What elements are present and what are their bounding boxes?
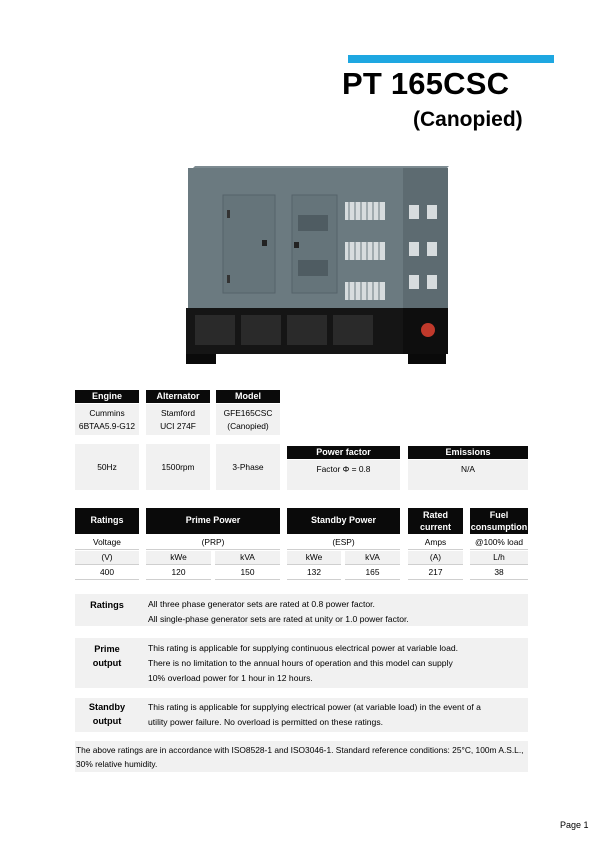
- prime-power-header: Prime Power: [146, 508, 280, 534]
- emissions-header: Emissions: [408, 446, 528, 459]
- canopied-generator-set-image: [183, 160, 453, 370]
- amps-label: Amps: [408, 536, 463, 550]
- speed-cell: 1500rpm: [146, 444, 210, 490]
- ratings-note-line: All single-phase generator sets are rated at unity or 1.0 power factor.: [148, 614, 409, 625]
- prime-note-line: This rating is applicable for supplying continuous electrical power at variable load.: [148, 643, 459, 653]
- ratings-note-line: All three phase generator sets are rated at 0.8 power factor.: [148, 599, 375, 609]
- standards-note-line1: The above ratings are in accordance with ISO8528-1 and ISO3046-1. Standard reference conditions: 25°C, 100m A.S.L.,: [76, 745, 524, 755]
- fuel-load-label: @100% load: [470, 536, 528, 550]
- page-number: Page 1: [560, 820, 589, 830]
- engine-model: 6BTAA5.9-G12: [78, 420, 136, 431]
- ratings-note-text: [148, 597, 528, 627]
- standby-kwe-value: 132: [287, 566, 341, 580]
- model-variant: (Canopied): [227, 420, 269, 431]
- amps-value: 217: [408, 566, 463, 580]
- standby-note-text: [148, 700, 528, 730]
- voltage-unit: (V): [75, 551, 139, 565]
- fuel-consumption-header: [470, 508, 528, 534]
- prp-label: (PRP): [146, 536, 280, 550]
- prime-note-text: [148, 641, 528, 686]
- standby-kva-value: 165: [345, 566, 400, 580]
- model-code: GFE165CSC: [223, 408, 273, 419]
- standby-power-header: Standby Power: [287, 508, 400, 534]
- prime-note-line: 10% overload power for 1 hour in 12 hours.: [148, 673, 313, 684]
- standby-output-label: [75, 700, 139, 729]
- alternator-model: UCI 274F: [160, 420, 196, 431]
- fuel-unit: L/h: [470, 551, 528, 565]
- fuel-header-line2: consumption: [470, 522, 528, 532]
- prime-note-line: There is no limitation to the annual hours of operation and this model can supply: [148, 658, 453, 669]
- ratings-note-label: Ratings: [90, 600, 124, 610]
- engine-cell: [75, 404, 139, 435]
- standby-output-label-line1: Standby: [88, 702, 126, 712]
- standby-kwe-unit: kWe: [287, 551, 341, 565]
- alternator-maker: Stamford: [161, 408, 195, 419]
- amps-unit: (A): [408, 551, 463, 565]
- standby-note-line: utility power failure. No overload is permitted on these ratings.: [148, 717, 384, 728]
- frequency-cell: 50Hz: [75, 444, 139, 490]
- rated-current-header: [408, 508, 463, 534]
- standby-note-line: This rating is applicable for supplying electrical power (at variable load) in the event of a: [148, 702, 481, 712]
- standards-note: [76, 744, 536, 772]
- fuel-value: 38: [470, 566, 528, 580]
- prime-output-label-line1: Prime: [94, 644, 120, 654]
- power-factor-header: Power factor: [287, 446, 400, 459]
- prime-output-label: [75, 642, 139, 671]
- alternator-cell: [146, 404, 210, 435]
- accent-bar: [348, 55, 554, 63]
- standby-kva-unit: kVA: [345, 551, 400, 565]
- voltage-label: Voltage: [75, 536, 139, 550]
- rated-current-header-line2: current: [419, 522, 451, 532]
- page-title: PT 165CSC: [342, 66, 510, 101]
- prime-kva-value: 150: [215, 566, 280, 580]
- prime-kwe-value: 120: [146, 566, 211, 580]
- emissions-cell: N/A: [408, 460, 528, 490]
- voltage-value: 400: [75, 566, 139, 580]
- model-header: Model: [216, 390, 280, 403]
- engine-header: Engine: [75, 390, 139, 403]
- prime-output-label-line2: output: [92, 658, 122, 669]
- power-factor-cell: Factor Φ = 0.8: [287, 460, 400, 490]
- prime-kva-unit: kVA: [215, 551, 280, 565]
- alternator-header: Alternator: [146, 390, 210, 403]
- standby-output-label-line2: output: [92, 716, 122, 727]
- ratings-header: Ratings: [75, 508, 139, 534]
- page-subtitle: (Canopied): [413, 108, 523, 131]
- model-cell: [216, 404, 280, 435]
- engine-maker: Cummins: [89, 408, 125, 419]
- rated-current-header-line1: Rated: [422, 509, 448, 520]
- fuel-header-line1: Fuel: [489, 509, 509, 520]
- phase-cell: 3-Phase: [216, 444, 280, 490]
- standards-note-line2: 30% relative humidity.: [76, 758, 158, 769]
- esp-label: (ESP): [287, 536, 400, 550]
- prime-kwe-unit: kWe: [146, 551, 211, 565]
